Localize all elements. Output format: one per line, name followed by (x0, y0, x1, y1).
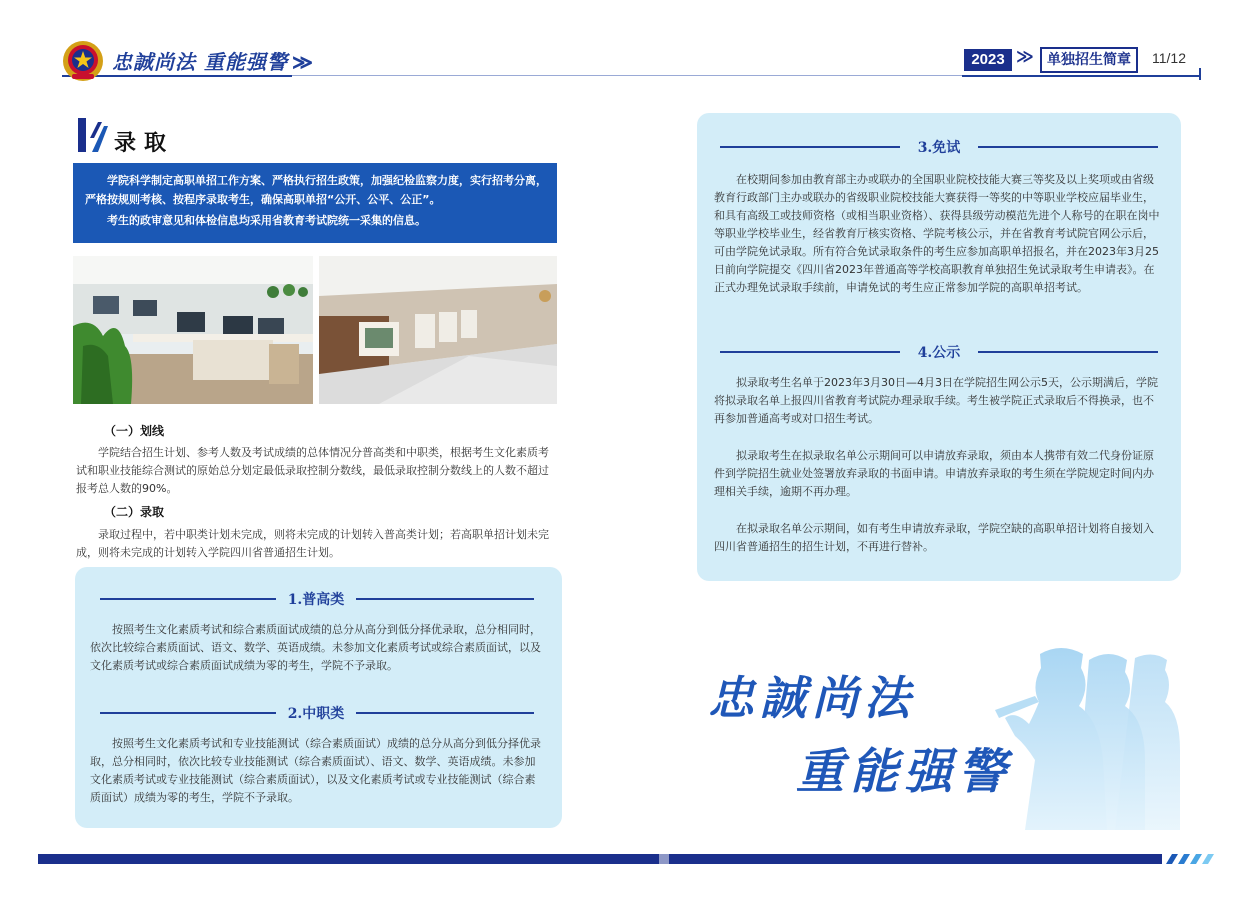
slogan-line-1: 忠誠尚法 (708, 671, 916, 725)
header-rule-middle (292, 75, 962, 76)
card4-text-1: 拟录取考生名单于2023年3月30日—4月3日在学院招生网公示5天，公示期满后，学院将拟录取名单上报四川省教育考试院办理录取手续。考生被学院正式录取后不得换录，也不再参加普通高考或对口招生考试。 (714, 376, 1158, 425)
card3-rule-right (978, 146, 1158, 148)
subsection-text-2: 录取过程中，若中职类计划未完成，则将未完成的计划转入普高类计划；若高职单招计划未完成，则将未完成的计划转入学院四川省普通招生计划。 (76, 528, 549, 559)
card4-text-2: 拟录取考生在拟录取名单公示期间可以申请放弃录取，须由本人携带有效二代身份证原件到学院招生就业处签署放弃录取的书面申请。申请放弃录取的考生须在学院规定时间内办理相关手续，逾期不再办理。 (714, 449, 1154, 498)
subsection-text-1: 学院结合招生计划、参考人数及考试成绩的总体情况分普高类和中职类，根据考生文化素质考试和职业技能综合测试的原始总分划定最低录取控制分数线，最低录取控制分数线上的人数不超过报考总人数的90%。 (76, 446, 549, 495)
footer-bar (38, 854, 1162, 864)
header-slogan-text: 忠誠尚法 重能强警 (112, 50, 288, 74)
card3-heading: 3.免试 (917, 140, 961, 156)
year-badge: 2023 (964, 49, 1012, 71)
card3-rule-left (720, 146, 900, 148)
police-emblem-icon (62, 40, 104, 82)
police-silhouette-illustration (995, 640, 1180, 830)
card3-text: 在校期间参加由教育部主办或联办的全国职业院校技能大赛三等奖及以上奖项或由省级教育行政部门主办或联办的省级职业院校技能大赛获得一等奖的中等职业学校应届毕业生，和具有高级工或技师资格（或相当职业资格）、获得县级劳动模范先进个人称号的在职在岗中等职业学校毕业生，经省教育厅核实资格、学院考核公示，并在省教育考试院官网公示后，可由学院免试录取。所有符合免试录取条件的考生应参加高职单招报名，并在2023年3月25日前向学院提交《四川省2023年普通高等学校高职教育单独招生免试录取考生申请表》。在正式办理免试录取手续前，申请免试的考生应正常参加学院的高职单招考试。 (714, 173, 1160, 294)
card1-text: 按照考生文化素质考试和综合素质面试成绩的总分从高分到低分择优录取，总分相同时，依次比较综合素质面试、语文、数学、英语成绩。未参加文化素质考试或综合素质面试，以及文化素质考试或综合素质面试成绩为零的考生，学院不予录取。 (90, 623, 541, 672)
header-slogan (112, 46, 314, 75)
intro-line-2: 考生的政审意见和体检信息均采用省教育考试院统一采集的信息。 (107, 214, 426, 227)
computer-room-photo (73, 256, 313, 404)
header-tick (1199, 68, 1201, 80)
year-arrows: ≫ (1016, 47, 1034, 67)
lobby-photo (319, 256, 557, 404)
header-rule-right (962, 75, 1201, 77)
card2-heading: 2.中职类 (287, 706, 345, 722)
doc-title-badge: 单独招生简章 (1040, 47, 1138, 73)
footer-fold-mark (659, 852, 669, 866)
card1-rule-left (100, 598, 276, 600)
card2-text: 按照考生文化素质考试和专业技能测试（综合素质面试）成绩的总分从高分到低分择优录取，总分相同时，依次比较专业技能测试（综合素质面试）、语文、数学、英语成绩。未参加文化素质考试或专业技能测试（综合素质面试），以及文化素质考试或专业技能测试（综合素质面试）成绩为零的考生，学院不予录取。 (90, 737, 541, 804)
card1-rule-right (356, 598, 534, 600)
page-number: 11/12 (1152, 50, 1186, 66)
card2-rule-left (100, 712, 276, 714)
slogan-line-2: 重能强警 (796, 744, 1013, 800)
card1-heading: 1.普高类 (287, 592, 345, 608)
card4-heading: 4.公示 (917, 345, 961, 361)
header-slogan-arrows: ≫ (291, 50, 314, 74)
intro-box (73, 163, 557, 243)
footer-stripes-icon (1162, 854, 1218, 864)
card2-rule-right (356, 712, 534, 714)
subsection-heading-2: （二）录取 (104, 505, 165, 519)
card4-text-3: 在拟录取名单公示期间，如有考生申请放弃录取，学院空缺的高职单招计划将自接划入四川省普通招生的招生计划，不再进行替补。 (714, 522, 1154, 553)
intro-line-1: 学院科学制定高职单招工作方案、严格执行招生政策，加强纪检监察力度，实行招考分离，严格按规则考核、按程序录取考生，确保高职单招“公开、公平、公正”。 (85, 174, 547, 206)
card4-rule-right (978, 351, 1158, 353)
card4-rule-left (720, 351, 900, 353)
section-slash-icon (78, 118, 108, 152)
subsection-heading-1: （一）划线 (104, 424, 165, 438)
section-title: 录取 (114, 131, 175, 156)
